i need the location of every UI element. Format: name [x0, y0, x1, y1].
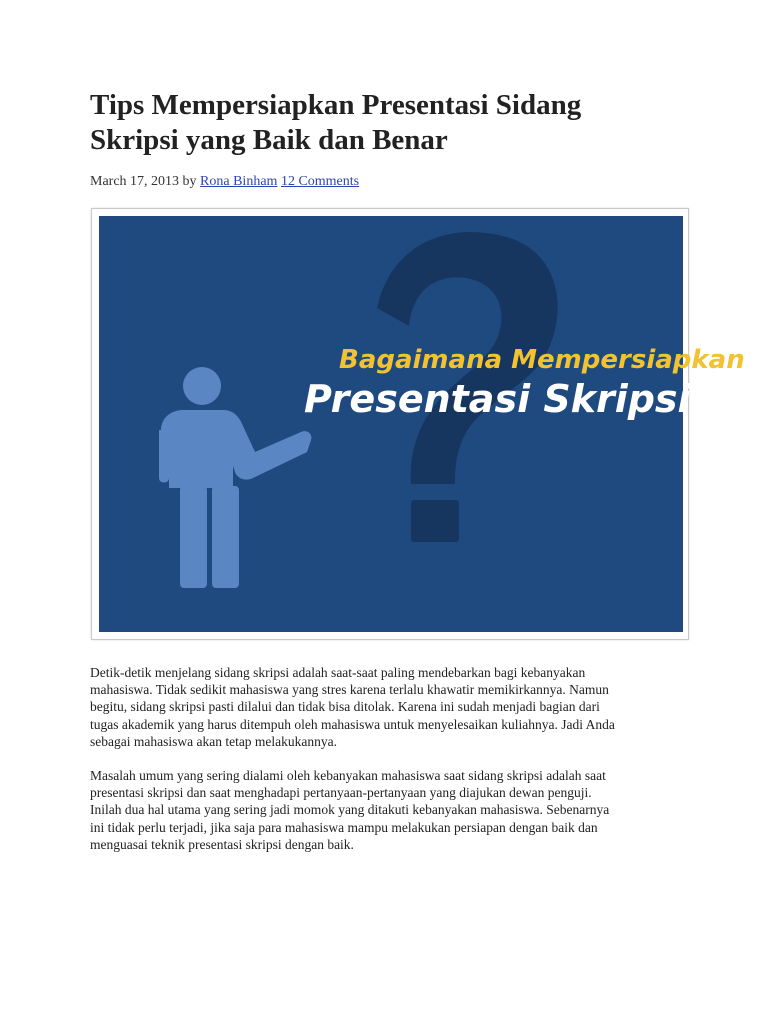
- paragraph-line: Inilah dua hal utama yang sering jadi momok yang ditakuti kebanyakan mahasiswa. Sebenarnya: [90, 802, 610, 818]
- hero-image: [99, 216, 745, 632]
- article-meta: [90, 173, 359, 191]
- paragraph: [90, 767, 690, 853]
- hero-illustration: [99, 216, 745, 632]
- article-body: [90, 664, 690, 870]
- paragraph-line: Detik-detik menjelang sidang skripsi adalah saat-saat paling mendebarkan bagi kebanyakan: [90, 665, 586, 680]
- post-date: March 17, 2013 by: [90, 174, 197, 189]
- person-icon: [159, 367, 311, 588]
- person-torso: [161, 410, 311, 488]
- person-right-leg: [212, 486, 239, 588]
- hero-subtitle: Bagaimana Mempersiapkan: [339, 345, 745, 375]
- question-mark-dot: [411, 500, 459, 542]
- author-link[interactable]: Rona Binham: [200, 174, 278, 189]
- article-title-line: Skripsi yang Baik dan Benar: [90, 124, 448, 156]
- paragraph-line: mahasiswa. Tidak sedikit mahasiswa yang stres karena terlalu khawatir memikirkannya. Namun: [90, 682, 609, 698]
- person-left-arm: [159, 430, 169, 483]
- hero-image-frame: [91, 208, 745, 640]
- paragraph-line: Masalah umum yang sering dialami oleh kebanyakan mahasiswa saat sidang skripsi adalah saat: [90, 768, 606, 784]
- person-left-leg: [180, 486, 207, 588]
- paragraph-line: begitu, sidang skripsi pasti dilalui dan tidak bisa ditolak. Karena ini sudah menjadi bagian dari: [90, 699, 600, 715]
- article-title-line: Tips Mempersiapkan Presentasi Sidang: [90, 89, 582, 121]
- paragraph-line: menguasai teknik presentasi skripsi dengan baik.: [90, 836, 354, 852]
- paragraph-line: tugas akademik yang harus ditempuh oleh mahasiswa untuk menyelesaikan kuliahnya. Jadi Anda: [90, 716, 615, 732]
- paragraph-line: presentasi skripsi dan saat menghadapi pertanyaan-pertanyaan yang diajukan dewan penguji.: [90, 785, 592, 801]
- comments-link[interactable]: 12 Comments: [280, 174, 360, 189]
- article: [90, 88, 745, 852]
- paragraph-line: ini tidak perlu terjadi, jika saja para mahasiswa mampu melakukan persiapan dengan baik dan: [90, 819, 598, 835]
- article-title: [90, 88, 690, 158]
- paragraph-line: sebagai mahasiswa akan tetap melakukannya.: [90, 733, 338, 749]
- hero-headline: Presentasi Skripsi: [304, 377, 691, 421]
- person-head: [183, 367, 221, 405]
- paragraph: [90, 664, 690, 750]
